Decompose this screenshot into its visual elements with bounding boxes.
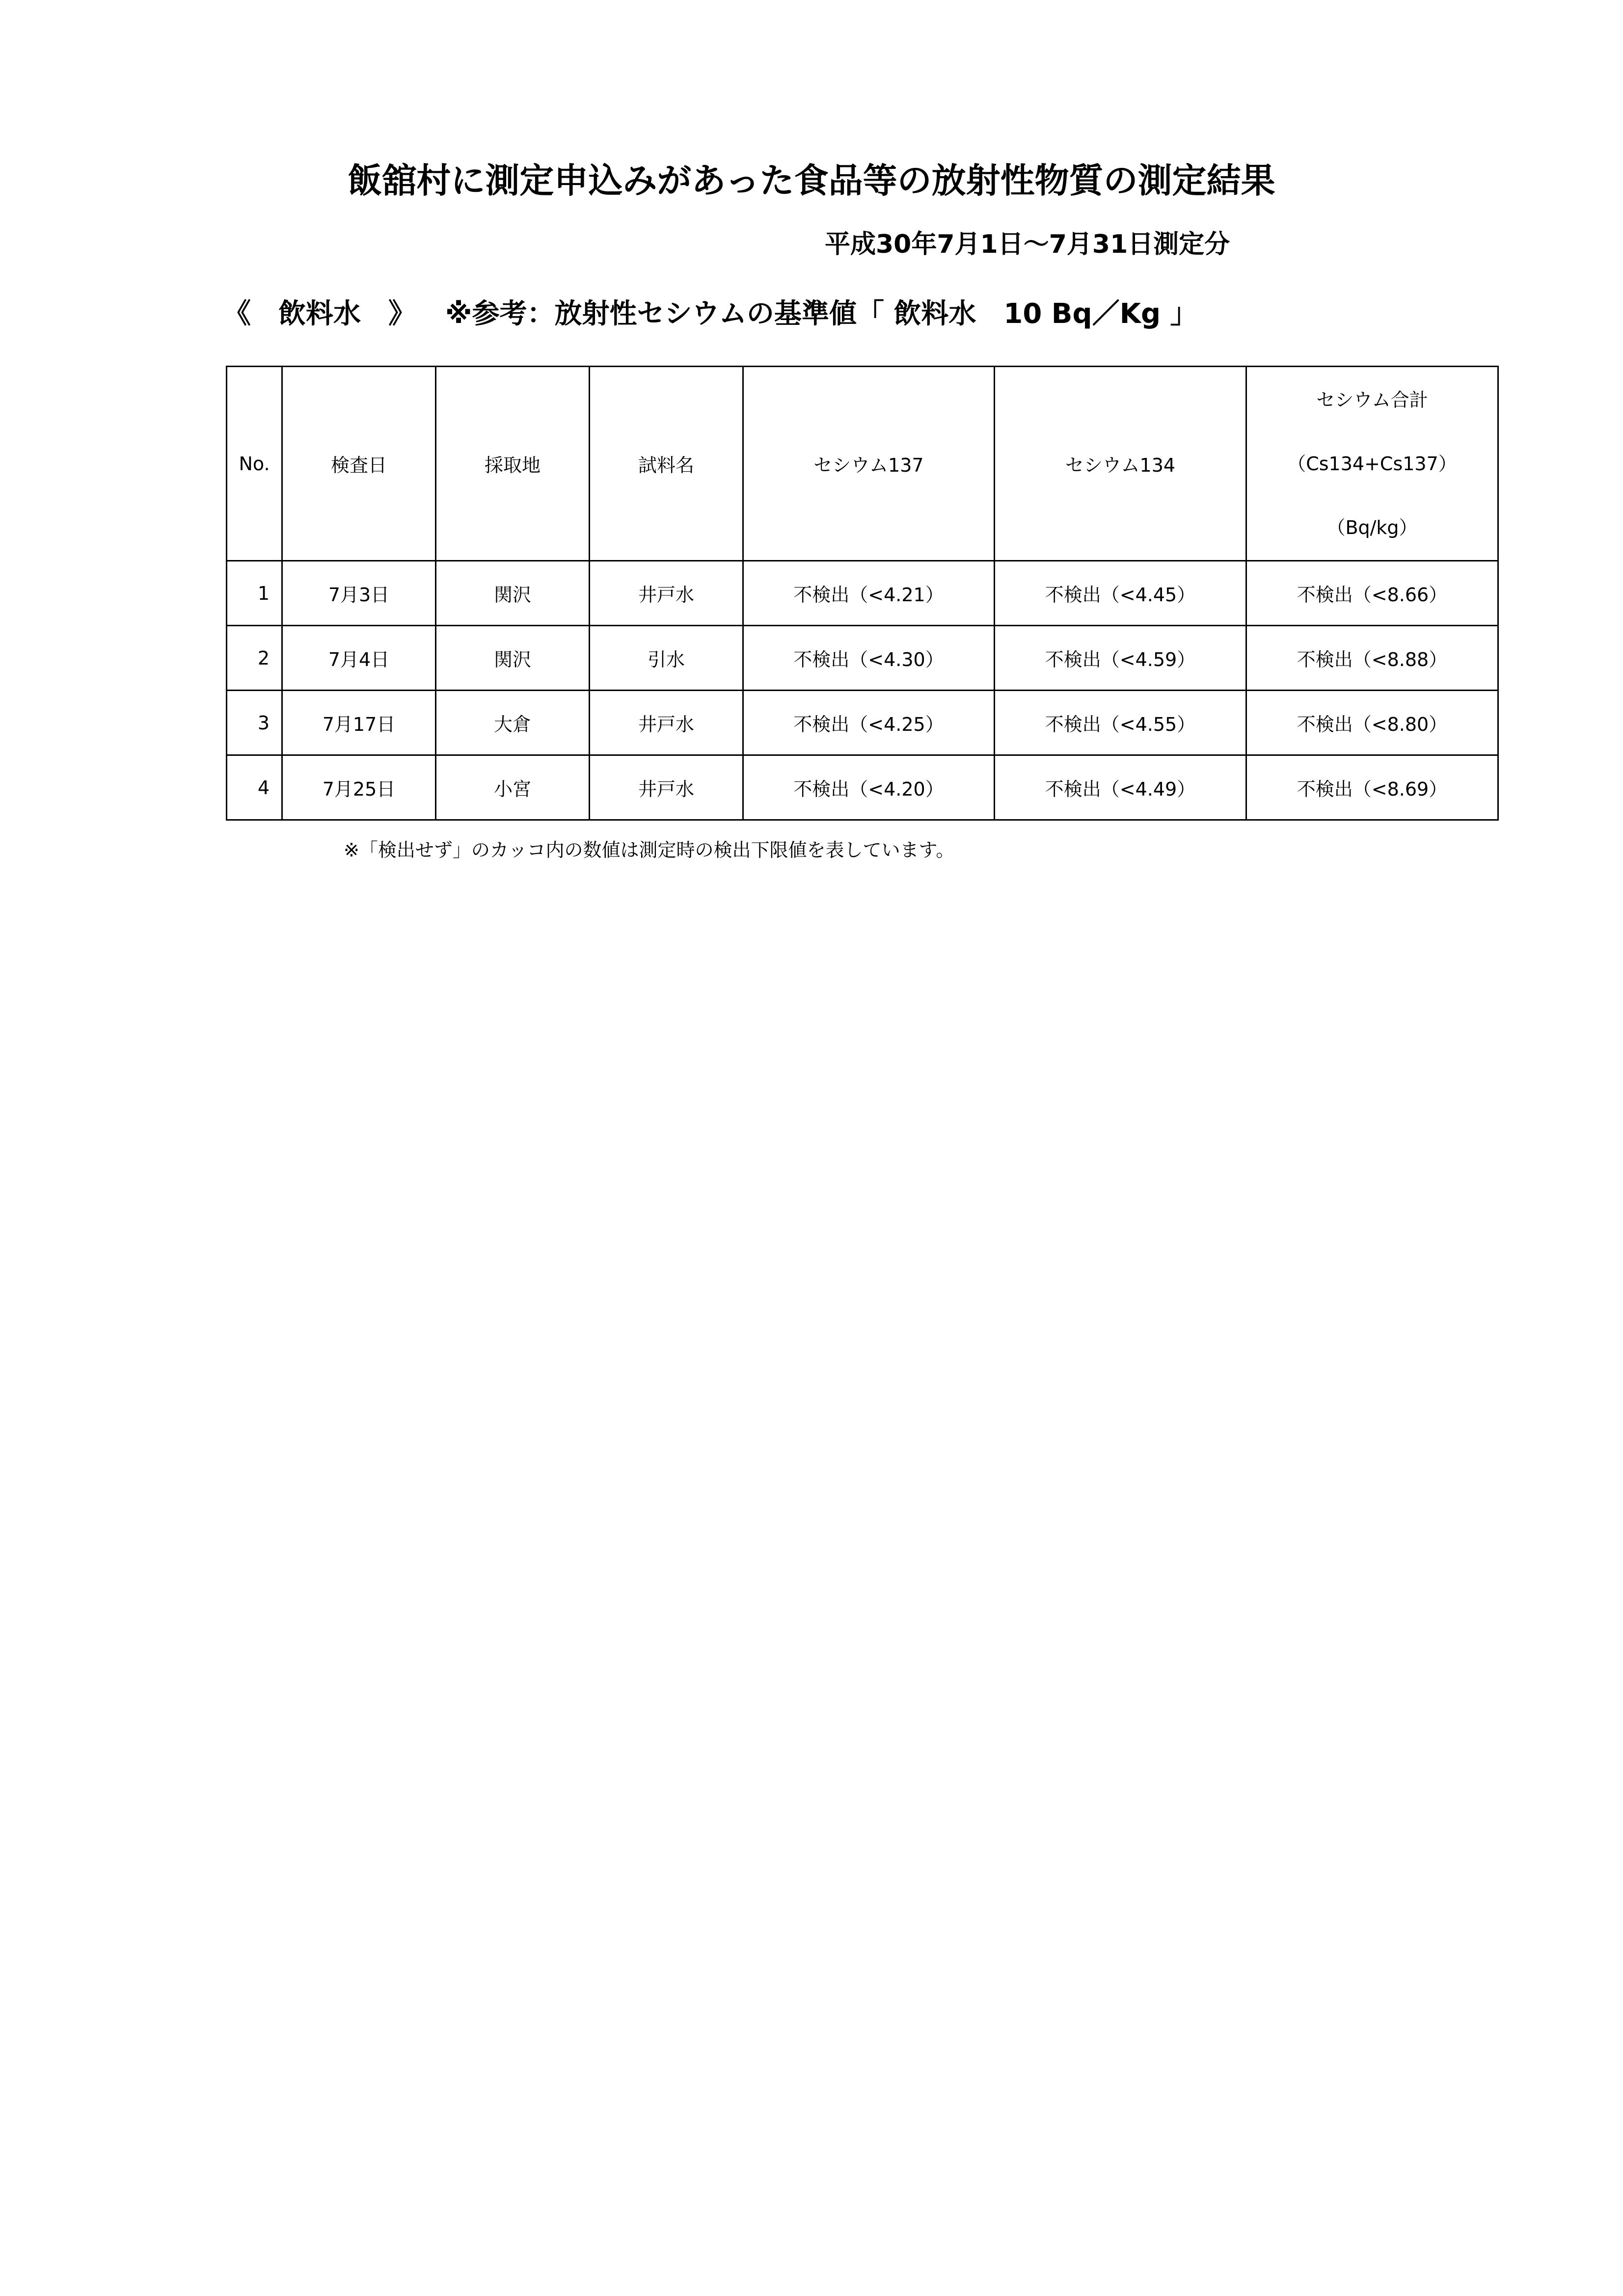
cell-no: 2 <box>227 626 282 691</box>
cell-location: 関沢 <box>436 561 590 626</box>
header-total <box>1246 367 1498 561</box>
cell-total: 不検出（<8.66） <box>1246 561 1498 626</box>
cell-cs137: 不検出（<4.21） <box>743 561 995 626</box>
cell-cs137: 不検出（<4.20） <box>743 755 995 820</box>
header-row <box>227 367 1498 561</box>
reference-standard: ※参考：放射性セシウムの基準値「 飲料水 10 Bq／Kg 」 <box>445 298 1198 330</box>
cell-sample: 井戸水 <box>590 561 743 626</box>
footnote: ※「検出せず」のカッコ内の数値は測定時の検出下限値を表しています。 <box>344 839 955 861</box>
cell-sample: 引水 <box>590 626 743 691</box>
header-total-unit: （Bq/kg） <box>1326 516 1418 538</box>
cell-total: 不検出（<8.80） <box>1246 691 1498 755</box>
cell-cs134: 不検出（<4.49） <box>995 755 1246 820</box>
cell-location: 大倉 <box>436 691 590 755</box>
header-total-label: セシウム合計 <box>1316 389 1428 411</box>
cell-date: 7月17日 <box>282 691 436 755</box>
table-row <box>227 561 1498 626</box>
header-no: No. <box>227 367 282 561</box>
category-name: 《 飲料水 》 <box>223 298 416 330</box>
table-row <box>227 626 1498 691</box>
cell-date: 7月25日 <box>282 755 436 820</box>
cell-cs137: 不検出（<4.30） <box>743 626 995 691</box>
cell-location: 小宮 <box>436 755 590 820</box>
table-row <box>227 691 1498 755</box>
header-cs134: セシウム134 <box>995 367 1246 561</box>
header-location: 採取地 <box>436 367 590 561</box>
cell-total: 不検出（<8.69） <box>1246 755 1498 820</box>
results-table <box>226 366 1499 821</box>
cell-sample: 井戸水 <box>590 755 743 820</box>
measurement-period: 平成30年7月1日～7月31日測定分 <box>825 230 1230 259</box>
cell-date: 7月4日 <box>282 626 436 691</box>
cell-date: 7月3日 <box>282 561 436 626</box>
table-row <box>227 755 1498 820</box>
header-sample: 試料名 <box>590 367 743 561</box>
cell-no: 1 <box>227 561 282 626</box>
header-cs137: セシウム137 <box>743 367 995 561</box>
cell-cs134: 不検出（<4.55） <box>995 691 1246 755</box>
cell-cs134: 不検出（<4.59） <box>995 626 1246 691</box>
header-total-formula: （Cs134+Cs137） <box>1287 453 1457 475</box>
header-date: 検査日 <box>282 367 436 561</box>
category-line <box>223 294 1198 334</box>
cell-no: 3 <box>227 691 282 755</box>
cell-cs134: 不検出（<4.45） <box>995 561 1246 626</box>
document-title: 飯舘村に測定申込みがあった食品等の放射性物質の測定結果 <box>348 160 1275 201</box>
cell-sample: 井戸水 <box>590 691 743 755</box>
cell-no: 4 <box>227 755 282 820</box>
cell-location: 関沢 <box>436 626 590 691</box>
cell-cs137: 不検出（<4.25） <box>743 691 995 755</box>
cell-total: 不検出（<8.88） <box>1246 626 1498 691</box>
